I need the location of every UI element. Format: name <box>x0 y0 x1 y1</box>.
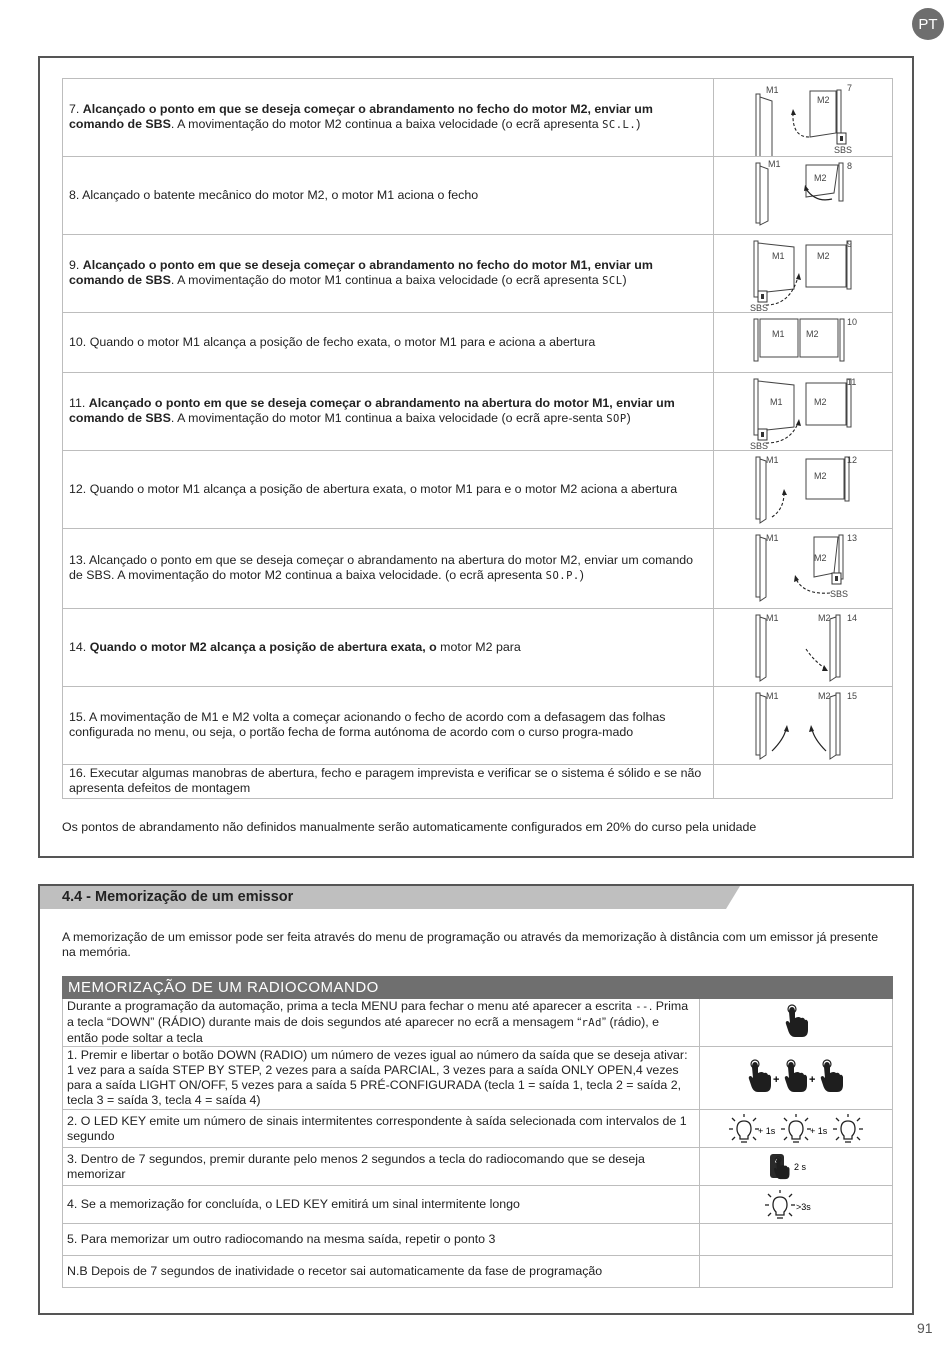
step-text-cell <box>63 79 714 157</box>
svg-text:+: + <box>773 1074 780 1086</box>
step-bold-text: Quando o motor M2 alcança a posição de abertura exata, o <box>89 639 437 654</box>
step-row <box>63 235 893 313</box>
procedure-row <box>63 1148 893 1186</box>
step-text-end: ) <box>622 273 627 287</box>
step-number: 10. <box>69 334 87 349</box>
motor-2-label: M2 <box>817 251 830 261</box>
step-row <box>63 373 893 451</box>
step-figure-number: 8 <box>847 161 853 171</box>
motor-2-label: M2 <box>818 691 831 701</box>
footnote: Os pontos de abrandamento não definidos manualmente serão automaticamente configurados em 20% do curso pela unidade <box>62 820 757 834</box>
gate-diagram <box>714 313 892 372</box>
row-text: Durante a programação da automação, prima a tecla MENU para fechar o menu até aparecer a escrita <box>67 999 636 1013</box>
procedure-row <box>63 999 893 1047</box>
row-icon-cell <box>700 1186 893 1224</box>
step-text: Executar algumas manobras de abertura, fecho e paragem imprevista e verificar se o sistema é sólido e se não apresenta defeitos de montagem <box>69 766 702 795</box>
row-text-cell <box>63 1186 700 1224</box>
step-figure-number: 14 <box>847 613 858 623</box>
step-number: 9. <box>69 258 80 272</box>
motor-2-label: M2 <box>814 173 827 183</box>
motor-2-label: M2 <box>818 613 831 623</box>
section-intro: A memorização de um emissor pode ser feita através do menu de programação ou através da memorização à distância com um emissor já presente na memória. <box>62 930 879 959</box>
gate-diagram <box>714 609 892 686</box>
display-code: SCL <box>602 275 623 287</box>
gate-diagram <box>714 373 892 450</box>
step-row <box>63 313 893 373</box>
step-text: A movimentação de M1 e M2 volta a começar acionando o fecho de acordo com a defasagem das folhas configurada no menu, ou seja, o portão fecha de forma autónoma de acordo com o curso progra-mado <box>69 710 666 739</box>
motor-2-label: M2 <box>817 95 830 105</box>
press-sequence-icon <box>746 1059 846 1097</box>
gate-diagram <box>714 79 892 156</box>
step-bold-text: Alcançado o ponto em que se deseja começar o abrandamento no fecho do motor M1, enviar um comando de SBS <box>69 258 653 287</box>
display-code: SOP <box>606 413 627 425</box>
row-text-cell <box>63 1224 700 1256</box>
language-code: PT <box>918 15 938 33</box>
step-figure-number: 11 <box>847 377 857 387</box>
row-text: N.B Depois de 7 segundos de inatividade o recetor sai automaticamente da fase de programação <box>67 1264 603 1278</box>
gate-diagram <box>714 235 892 312</box>
gate-diagram <box>714 157 892 234</box>
step-number: 7. <box>69 102 80 116</box>
step-row <box>63 687 893 765</box>
display-code: -- <box>635 1001 649 1013</box>
step-text-end: ) <box>636 117 641 131</box>
sbs-label: SBS <box>834 145 853 155</box>
step-text: motor M2 para <box>436 639 521 654</box>
motor-2-label: M2 <box>806 329 819 339</box>
procedure-row <box>63 1047 893 1110</box>
step-text-cell <box>63 313 714 373</box>
step-text-end: ) <box>579 568 584 582</box>
motor-1-label: M1 <box>766 613 779 623</box>
step-text-cell <box>63 451 714 529</box>
motor-2-label: M2 <box>814 553 827 563</box>
procedure-row <box>63 1224 893 1256</box>
section-panel <box>38 884 914 1315</box>
row-icon-cell <box>700 1110 893 1148</box>
step-number: 11. <box>69 396 86 410</box>
duration-label: 2 s <box>794 1161 807 1172</box>
row-icon-cell <box>700 1047 893 1110</box>
svg-text:+: + <box>809 1074 816 1086</box>
step-figure-cell <box>714 313 893 373</box>
step-text-cell <box>63 373 714 451</box>
motor-2-label: M2 <box>814 397 827 407</box>
step-figure-cell <box>714 235 893 313</box>
row-text: . Prima a tecla “DOWN” (RÁDIO) durante mais de dois segundos até aparecer no ecrã a mensagem “ <box>67 999 689 1029</box>
step-figure-number: 9 <box>847 239 853 249</box>
interval-label: + 1s <box>758 1125 776 1136</box>
step-number: 15. <box>69 710 87 724</box>
step-text-end: ) <box>626 411 631 425</box>
step-number: 14. <box>69 639 87 654</box>
step-text-cell <box>63 765 714 799</box>
procedure-panel <box>38 56 914 858</box>
led-long-icon <box>764 1188 828 1222</box>
sbs-label: SBS <box>750 441 769 450</box>
step-text-cell <box>63 529 714 609</box>
row-text: 2. O LED KEY emite um número de sinais intermitentes correspondente à saída selecionada com intervalos de 1 segundo <box>67 1113 687 1143</box>
row-icon-cell <box>700 1224 893 1256</box>
step-text-cell <box>63 609 714 687</box>
motor-1-label: M1 <box>768 159 781 169</box>
motor-1-label: M1 <box>766 691 779 701</box>
sbs-label: SBS <box>830 589 849 599</box>
step-text: Quando o motor M1 alcança a posição de fecho exata, o motor M1 para e aciona a abertura <box>89 334 596 349</box>
step-text: . A movimentação do motor M2 continua a baixa velocidade (o ecrã apresenta <box>170 117 603 131</box>
motor-2-label: M2 <box>814 471 827 481</box>
step-figure-cell <box>714 157 893 235</box>
table-header: MEMORIZAÇÃO DE UM RADIOCOMANDO <box>63 977 893 999</box>
row-text: 1. Premir e libertar o botão DOWN (RADIO) um número de vezes igual ao número da saída que se deseja ativar: 1 vez para a saída STEP BY STEP, 2 vezes para a saída PARCIAL, 3 vezes para a saída ONLY OPEN,4 vezes para a saída LIGHT ON/OFF, 5 vezes para a saída 5 PRÉ-CONFIGURADA (tecla 1 = saída 1, tecla 2 = saída 2, tecla 3 = saída 3, tecla 4 = saída 4) <box>67 1048 688 1107</box>
motor-1-label: M1 <box>772 329 785 339</box>
press-icon <box>776 1004 816 1042</box>
step-text: . A movimentação do motor M1 continua a baixa velocidade (o ecrã apre-senta <box>170 411 607 425</box>
step-row <box>63 765 893 799</box>
step-figure-cell <box>714 687 893 765</box>
row-text: 3. Dentro de 7 segundos, premir durante pelo menos 2 segundos a tecla do radiocomando que se deseja memorizar <box>67 1151 645 1181</box>
step-number: 8. <box>69 187 80 202</box>
row-icon-cell <box>700 1148 893 1186</box>
step-figure-cell <box>714 451 893 529</box>
step-text-cell <box>63 235 714 313</box>
row-text-cell <box>63 999 700 1047</box>
step-figure-cell <box>714 373 893 451</box>
radio-procedure-table <box>62 976 893 1288</box>
step-row <box>63 79 893 157</box>
remote-press-icon <box>766 1150 826 1184</box>
sbs-label: SBS <box>750 303 769 312</box>
gate-diagram <box>714 687 892 764</box>
motor-1-label: M1 <box>770 397 783 407</box>
step-figure-number: 12 <box>847 455 858 465</box>
step-text: Alcançado o ponto em que se deseja começar o abrandamento na abertura do motor M2, enviar um comando de SBS. A movimentação do motor M2 continua a baixa velocidade. (o ecrã apresenta <box>69 553 694 582</box>
gate-diagram <box>714 451 892 528</box>
step-number: 12. <box>69 481 87 496</box>
procedure-row <box>63 1256 893 1288</box>
step-bold-text: Alcançado o ponto em que se deseja começar o abrandamento na abertura do motor M1, enviar um comando de SBS <box>69 396 675 425</box>
display-code: rAd <box>581 1017 602 1029</box>
section-title: 4.4 - Memorização de um emissor <box>62 889 294 905</box>
motor-1-label: M1 <box>766 85 779 95</box>
step-text-cell <box>63 687 714 765</box>
page-number: 91 <box>917 1320 933 1336</box>
language-badge <box>912 8 944 40</box>
step-text: Alcançado o batente mecânico do motor M2, o motor M1 aciona o fecho <box>82 187 479 202</box>
motor-1-label: M1 <box>766 455 779 465</box>
step-figure-number: 10 <box>847 317 858 327</box>
step-text: . A movimentação do motor M1 continua a baixa velocidade (o ecrã apresenta <box>170 273 603 287</box>
motor-1-label: M1 <box>772 251 785 261</box>
step-figure-cell <box>714 765 893 799</box>
step-figure-number: 7 <box>847 83 853 93</box>
row-text: 5. Para memorizar um outro radiocomando na mesma saída, repetir o ponto 3 <box>67 1232 496 1246</box>
row-text-cell <box>63 1256 700 1288</box>
step-row <box>63 451 893 529</box>
step-row <box>63 609 893 687</box>
motor-1-label: M1 <box>766 533 779 543</box>
procedure-row <box>63 1110 893 1148</box>
row-text: ” (rádio), e então pode soltar a tecla <box>67 1015 660 1045</box>
step-row <box>63 157 893 235</box>
duration-label: >3s <box>796 1201 811 1212</box>
step-figure-number: 15 <box>847 691 858 701</box>
row-text: 4. Se a memorização for concluída, o LED KEY emitirá um sinal intermitente longo <box>67 1197 520 1211</box>
row-icon-cell <box>700 999 893 1047</box>
interval-label: + 1s <box>810 1125 828 1136</box>
step-figure-number: 13 <box>847 533 858 543</box>
gate-diagram <box>714 529 892 608</box>
led-blink-sequence-icon <box>728 1112 864 1146</box>
step-number: 16. <box>69 766 87 780</box>
step-text: Quando o motor M1 alcança a posição de abertura exata, o motor M1 para e o motor M2 aciona a abertura <box>89 481 678 496</box>
steps-table <box>62 78 893 799</box>
step-figure-cell <box>714 79 893 157</box>
row-icon-cell <box>700 1256 893 1288</box>
step-figure-cell <box>714 609 893 687</box>
step-text-cell <box>63 157 714 235</box>
procedure-row <box>63 1186 893 1224</box>
step-number: 13. <box>69 553 87 567</box>
display-code: SC.L. <box>602 119 637 131</box>
step-bold-text: Alcançado o ponto em que se deseja começar o abrandamento no fecho do motor M2, enviar um comando de SBS <box>69 102 653 131</box>
row-text-cell <box>63 1047 700 1110</box>
step-figure-cell <box>714 529 893 609</box>
display-code: SO.P. <box>545 570 580 582</box>
row-text-cell <box>63 1148 700 1186</box>
step-row <box>63 529 893 609</box>
row-text-cell <box>63 1110 700 1148</box>
